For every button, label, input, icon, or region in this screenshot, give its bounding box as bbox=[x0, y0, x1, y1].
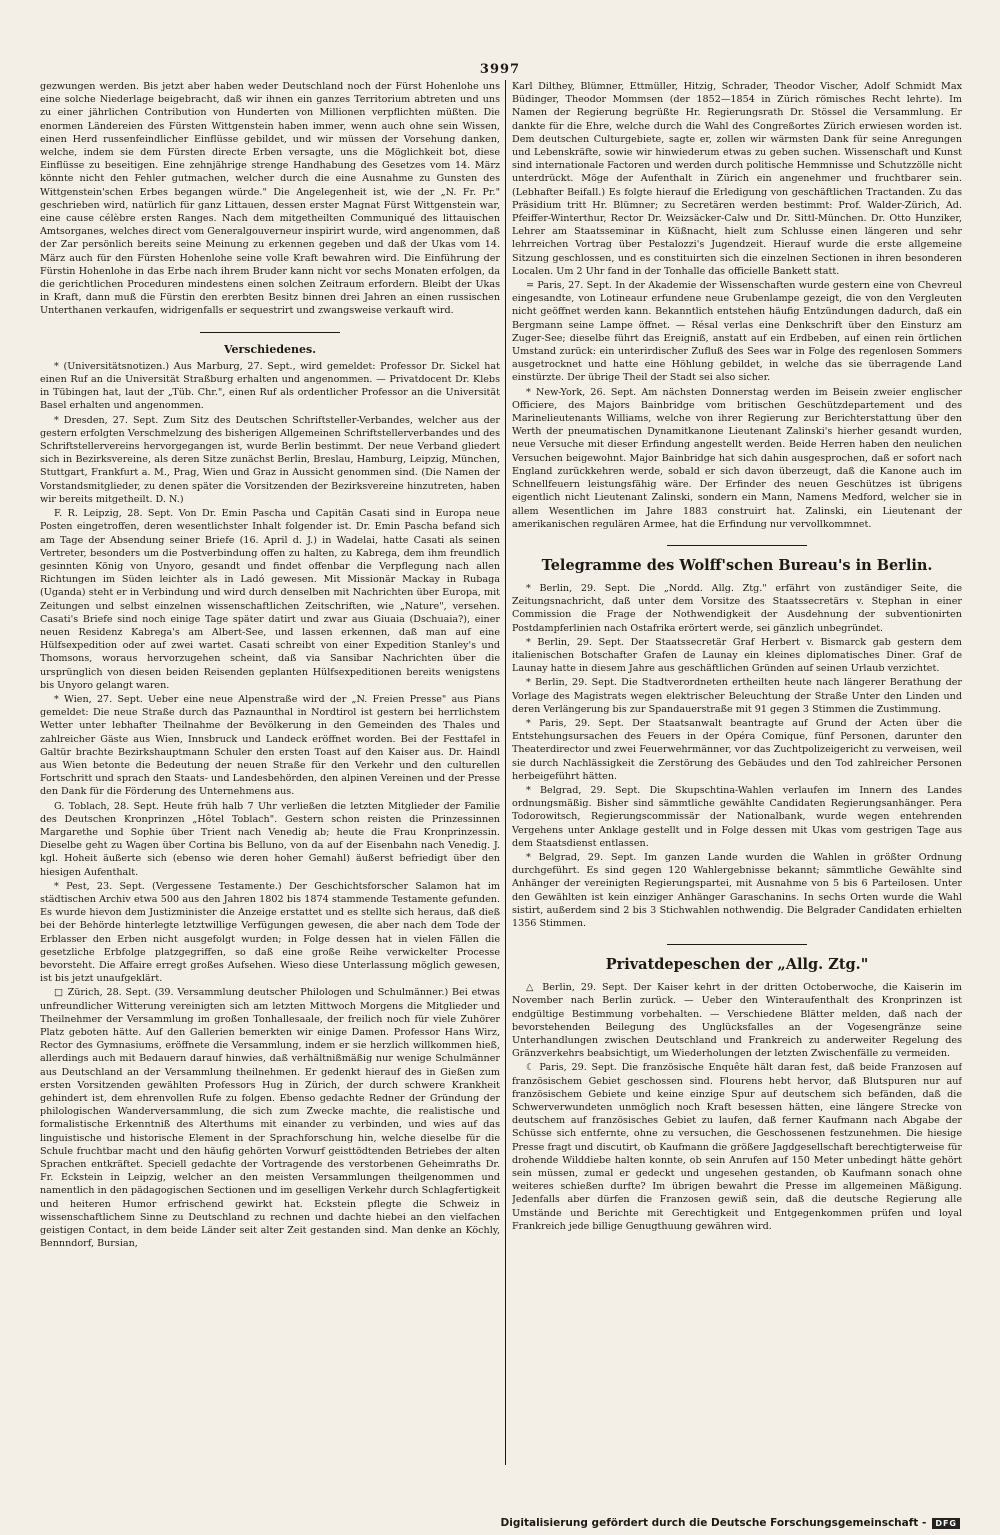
section-rule bbox=[667, 545, 807, 546]
footer bbox=[501, 1517, 960, 1529]
telegram-item: * Berlin, 29. Sept. Der Staatssecretär Graf Herbert v. Bismarck gab gestern dem italienischen Botschafter Grafen de Launay ein kleines diplomatisches Diner. Graf de Launay hatte in diesem Jahre aus geschäftlichen Gründen auf seinen Urlaub verzichtet. bbox=[512, 636, 962, 675]
dfg-logo: DFG bbox=[932, 1518, 960, 1529]
section-rule bbox=[200, 332, 340, 333]
section-heading-telegramme: Telegramme des Wolff'schen Bureau's in Berlin. bbox=[541, 556, 933, 574]
news-item: * Wien, 27. Sept. Ueber eine neue Alpenstraße wird der „N. Freien Presse" aus Pians gemeldet: Die neue Straße durch das Paznaunthal in Nordtirol ist gestern bei herrlichstem Wetter unter lebhafter Theilnahme der Bevölkerung in den Gemeinden des Thales und zahlreicher Gäste aus Wien, Innsbruck und Landeck eröffnet worden. Bei der Festtafel in Galtür brachte Bezirkshauptmann Schuler den ersten Toast auf den Kaiser aus. Dr. Haindl aus Wien betonte die Bedeutung der neuen Straße für den Verkehr und den culturellen Fortschritt und sprach den Staats- und Landesbehörden, den alpinen Vereinen und der Presse den Dank für die Förderung des Unternehmens aus. bbox=[40, 693, 500, 798]
dispatch-item: ☾ Paris, 29. Sept. Die französische Enquête hält daran fest, daß beide Franzosen auf französischem Gebiet geschossen sind. Flourens hebt hervor, daß Blutspuren nur auf französischem Gebiete und keine einzige Spur auf deutschem sich befänden, daß die Schwerverwundeten unmöglich noch Kraft besessen hätten, eine längere Strecke von deutschem auf französisches Gebiet zu laufen, daß ferner Kaufmann nach Abgabe der Schüsse sich entfernte, ohne zu versuchen, die Geschossenen festzunehmen. Die hiesige Presse fragt und discutirt, ob Kaufmann die größere Jagdgesellschaft berechtigterweise für drohende Wilddiebe halten konnte, ob sein Anrufen auf 150 Meter unbedingt hätte gehört sein müssen, zumal er gedeckt und ungesehen gestanden, ob Kaufmann sonach ohne weiteres schießen durfte? Im übrigen bewahrt die Presse im allgemeinen Mäßigung. Jedenfalls aber dürfen die Franzosen gewiß sein, daß die deutsche Regierung alle Umstände und Berichte mit Gerechtigkeit und Entgegenkommen prüfen und loyal Frankreich jede billige Genugthuung gewähren wird. bbox=[512, 1062, 962, 1232]
article-paragraph: gezwungen werden. Bis jetzt aber haben weder Deutschland noch der Fürst Hohenlohe uns eine solche Niederlage beigebracht, daß wir ihnen ein ganzes Territorium abtreten und uns zu einer jährlichen Contribution von Hunderten von Millionen verpflichten müßten. Die enormen Ländereien des Fürsten Wittgenstein haben immer, wenn auch ohne sein Wissen, einen Herd russenfeindlicher Einflüsse gebildet, und wir müssen der Vorsehung danken, welche, indem sie dem Fürsten directe Erben versagte, uns die Möglichkeit bot, diese Einflüsse zu beseitigen. Eine zehnjährige strenge Handhabung des Gesetzes vom 14. März könnte nicht den Fehler gutmachen, welcher durch die eine Ausnahme zu Gunsten des Wittgenstein'schen Erbes begangen würde." Die Angelegenheit ist, wie der „N. Fr. Pr." geschrieben wird, natürlich für ganz Littauen, dessen erster Magnat Fürst Wittgenstein war, eine cause célèbre ersten Ranges. Nach dem mitgetheilten Communiqué des littauischen Amtsorganes, welches direct vom Generalgouverneur inspirirt wurde, wird angenommen, daß der Zar persönlich bereits seine Meinung zu erkennen gegeben und daß der Ukas vom 14. März auch für den Fürsten Hohenlohe seine volle Kraft bewahren wird. Die Einführung der Fürstin Hohenlohe in das Erbe nach ihrem Bruder kann nicht vor sechs Monaten erfolgen, da die gerichtlichen Proceduren mindestens einen solchen Zeitraum erfordern. Bleibt der Ukas in Kraft, dann muß die Fürstin den ererbten Besitz binnen drei Jahren an einen russischen Unterthanen verkaufen, widrigenfalls er sequestrirt und zwangsweise verkauft wird. bbox=[40, 81, 500, 317]
telegram-item: * Berlin, 29. Sept. Die „Nordd. Allg. Ztg." erfährt von zuständiger Seite, die Zeitungsnachricht, daß unter dem Vorsitze des Staatssecretärs v. Stephan in einer Commission die Frage der Nothwendigkeit der Ausdehnung der subventionirten Postdampferlinien nach Ostafrika erörtert werde, sei gänzlich unbegründet. bbox=[512, 582, 962, 634]
news-item: □ Zürich, 28. Sept. (39. Versammlung deutscher Philologen und Schulmänner.) Bei etwas unfreundlicher Witterung vereinigten sich am letzten Mittwoch Morgens die Mitglieder und Theilnehmer der Versammlung im großen Tonhallesaale, der freilich noch für viele Zuhörer Platz geboten hätte. Auf den Gallerien bemerkten wir einige Damen. Professor Hans Wirz, Rector des Gymnasiums, eröffnete die Versammlung, indem er sie herzlich willkommen hieß, allerdings auch mit Bedauern darauf hinwies, daß verhältnißmäßig nur wenige Schulmänner aus Deutschland an der Versammlung theilnehmen. Er gedenkt hierauf des in Gießen zum ersten Vorsitzenden gewählten Professors Hug in Zürich, der durch schwere Krankheit gehindert ist, dem ehrenvollen Rufe zu folgen. Ebenso gedachte Redner der Gründung der philologischen Wanderversammlung, die sich zum Zwecke machte, die realistische und formalistische Erkenntniß des Alterthums mit einander zu verbinden, und wies auf das linguistische und historische Element in der Sprachforschung hin, welche dieselbe für die Schule fruchtbar macht und den häufig gehörten Vorwurf geisttödtenden Betriebes der alten Sprachen entkräftet. Speciell gedachte der Vortragende des verstorbenen Geheimraths Dr. Fr. Eckstein in Leipzig, welcher an den meisten Versammlungen theilgenommen und namentlich in den pädagogischen Sectionen und im geselligen Verkehr durch Schlagfertigkeit und heiteren Humor erfrischend gewirkt hat. Eckstein pflegte die Schweiz in wissenschaftlichem Sinne zu Deutschland zu rechnen und dachte hiebei an den vielfachen geistigen Contact, in dem beide Länder seit alter Zeit gestanden sind. Man denke an Köchly, Bennndorf, Bursian, bbox=[40, 987, 500, 1250]
news-item: G. Toblach, 28. Sept. Heute früh halb 7 Uhr verließen die letzten Mitglieder der Familie des Deutschen Kronprinzen „Hôtel Toblach". Gestern schon reisten die Prinzessinnen Margarethe und Sophie über Trient nach Venedig ab; heute die Frau Kronprinzessin. Dieselbe geht zu Wagen über Cortina bis Belluno, von da auf der Eisenbahn nach Venedig. J. kgl. Hoheit äußerte sich (ebenso wie deren hoher Gemahl) äußerst befriedigt über den hiesigen Aufenthalt. bbox=[40, 800, 500, 878]
news-item: * New-York, 26. Sept. Am nächsten Donnerstag werden im Beisein zweier englischer Officiere, des Majors Bainbridge vom britischen Geschützdepartement und des Marinelieutenants Williams, welche von ihrer Regierung zur Berichterstattung über den Werth der pneumatischen Dynamitkanone Lieutenant Zalinski's hierher gesandt wurden, neue Versuche mit dieser Erfindung angestellt werden. Beide Herren haben den neulichen Versuchen beigewohnt. Major Bainbridge hat sich dahin ausgesprochen, daß er sofort nach England zurückkehren werde, sobald er sich davon überzeugt, daß die Kanone auch im Schnellfeuern leistungsfähig wäre. Der Erfinder des neuen Geschützes ist übrigens eigentlich nicht Lieutenant Zalinski, sondern ein Mann, Namens Medford, welcher sie in allem Wesentlichen im Jahre 1883 construirt hat. Zalinski, ein Lieutenant der amerikanischen regulären Armee, hat die Erfindung nur vervollkommnet. bbox=[512, 386, 962, 530]
news-item: * (Universitätsnotizen.) Aus Marburg, 27. Sept., wird gemeldet: Professor Dr. Sickel hat einen Ruf an die Universität Straßburg erhalten und angenommen. — Privatdocent Dr. Klebs in Tübingen hat, laut der „Tüb. Chr.", einen Ruf als ordentlicher Professor an die Universität Basel erhalten und angenommen. bbox=[40, 360, 500, 412]
news-item: * Pest, 23. Sept. (Vergessene Testamente.) Der Geschichtsforscher Salamon hat im städtischen Archiv etwa 500 aus den Jahren 1802 bis 1874 stammende Testamente gefunden. Es wurde hievon dem Justizminister die Anzeige erstattet und es stellte sich heraus, daß dieß bei der Behörde hinterlegte letztwillige Verfügungen gewesen, die aber nach dem Tode der Erblasser den Erben nicht ausgefolgt wurden; in Folge dessen hat in vielen Fällen die gesetzliche Erbfolge platzgegriffen, so daß eine große Reihe verwickelter Processe bevorsteht. Die Affaire erregt großes Aufsehen. Wieso diese Unterlassung möglich gewesen, ist bis jetzt unaufgeklärt. bbox=[40, 880, 500, 985]
article-paragraph: Karl Dilthey, Blümner, Ettmüller, Hitzig, Schrader, Theodor Vischer, Adolf Schmidt Max Büdinger, Theodor Mommsen (der 1852—1854 in Zürich römisches Recht lehrte). Im Namen der Regierung begrüßte Hr. Regierungsrath Dr. Stössel die Versammlung. Er dankte für die Ehre, welche durch die Wahl des Congreßortes Zürich erwiesen worden ist. Dem deutschen Culturgebiete, sagte er, zollen wir wärmsten Dank für seine Anregungen und Lebenskräfte, sowie wir hinwiederum etwas zu geben suchen. Wissenschaft und Kunst sind internationale Factoren und werden durch politische Hemmnisse und Schutzzölle nicht unterdrückt. Möge der Aufenthalt in Zürich ein angenehmer und fruchtbarer sein. (Lebhafter Beifall.) Es folgte hierauf die Erledigung von geschäftlichen Tractanden. Zu das Präsidium tritt Hr. Blümner; zu Secretären werden bestimmt: Prof. Walder-Zürich, Ad. Pfeiffer-Winterthur, Rector Dr. Weizsäcker-Calw und Dr. Sittl-München. Dr. Otto Hunziker, Lehrer am Staatsseminar in Küßnacht, hielt zum Schlusse einen längeren und sehr lehrreichen Vortrag über Pestalozzi's Jugendzeit. Hierauf wurde die erste allgemeine Sitzung geschlossen, und es constituirten sich die einzelnen Sectionen in ihren besonderen Localen. Um 2 Uhr fand in der Tonhalle das officielle Bankett statt. bbox=[512, 81, 962, 277]
section-rule bbox=[667, 944, 807, 945]
right-column bbox=[512, 80, 962, 1470]
footer-text: Digitalisierung gefördert durch die Deutsche Forschungsgemeinschaft - bbox=[500, 1517, 927, 1529]
news-item: F. R. Leipzig, 28. Sept. Von Dr. Emin Pascha und Capitän Casati sind in Europa neue Posten eingetroffen, deren wesentlichster Inhalt folgender ist. Dr. Emin Pascha befand sich am Tage der Absendung seiner Briefe (16. April d. J.) in Wadelai, hatte Casati als seinen Vertreter, besonders um die Postverbindung offen zu halten, zu Kabrega, dem ihm freundlich gesinnten König von Unyoro, gesandt und findet offenbar die Verpflegung nach allen Richtungen im Süden leichter als in Ladó gewesen. Mit Missionär Mackay in Rubaga (Uganda) steht er in Verbindung und wird durch denselben mit Nachrichten über Europa, mit Zeitungen und selbst einzelnen wissenschaftlichen Zeitschriften, wie „Nature", versehen. Casati's Briefe sind noch einige Tage später datirt und zwar aus Giuaia (Dschuaia?), einer neuen Residenz Kabrega's am Albert-See, und lassen erkennen, daß man auf eine Hülfsexpedition oder auf zwei wartet. Casati schreibt von einer Expedition Stanley's und Thomsons, woraus hervorzugehen scheint, daß via Sansibar Nachrichten über die ursprünglich von diesen beiden Reisenden geplanten Hülfsexpeditionen bereits wenigstens bis Unyoro gelangt waren. bbox=[40, 508, 500, 691]
column-rule bbox=[505, 80, 506, 1465]
telegram-item: * Belgrad, 29. Sept. Die Skupschtina-Wahlen verlaufen im Innern des Landes ordnungsmäßig. Bisher sind sämmtliche gewählte Candidaten Regierungsanhänger. Pera Todorowitsch, Regierungscommissär der Nationalbank, wurde wegen entehrenden Vergehens unter Anklage gestellt und in Folge dessen mit Ukas vom gestrigen Tage aus dem Staatsdienst entlassen. bbox=[512, 784, 962, 849]
section-heading-privatdepeschen: Privatdepeschen der „Allg. Ztg." bbox=[605, 956, 869, 974]
telegram-item: * Belgrad, 29. Sept. Im ganzen Lande wurden die Wahlen in größter Ordnung durchgeführt. Es sind gegen 120 Wahlergebnisse bekannt; sämmtliche Gewählte sind Anhänger der vereinigten Regierungspartei, mit Ausnahme von 5 bis 6 Parteilosen. Unter den Gewählten ist kein einziger Anhänger Garaschanins. In sechs Orten wurde die Wahl sistirt, außerdem sind 2 bis 3 Stichwahlen nothwendig. Die Belgrader Candidaten erhielten 1356 Stimmen. bbox=[512, 851, 962, 929]
telegram-item: * Paris, 29. Sept. Der Staatsanwalt beantragte auf Grund der Acten über die Entstehungsursachen des Feuers in der Opéra Comique, fünf Personen, darunter den Theaterdirector und zwei Feuerwehrmänner, vor das Zuchtpolizeigericht zu verweisen, weil sie durch Nachlässigkeit die Zerstörung des Gebäudes und den Tod zahlreicher Personen herbeigeführt hätten. bbox=[512, 717, 962, 782]
news-item: * Dresden, 27. Sept. Zum Sitz des Deutschen Schriftsteller-Verbandes, welcher aus der gestern erfolgten Verschmelzung des bisherigen Allgemeinen Schriftstellerverbandes und des Schriftstellervereins hervorgegangen ist, wurde Berlin bestimmt. Der neue Verband gliedert sich in Bezirksvereine, als deren Sitze zunächst Berlin, Breslau, Hamburg, Leipzig, München, Stuttgart, Frankfurt a. M., Prag, Wien und Graz in Aussicht genommen sind. (Die Namen der Vorstandsmitglieder, zu denen später die Vorsitzenden der Bezirksvereine hinzutreten, haben wir bereits mitgetheilt. D. N.) bbox=[40, 414, 500, 505]
page-number: 3997 bbox=[479, 62, 521, 77]
news-item: = Paris, 27. Sept. In der Akademie der Wissenschaften wurde gestern eine von Chevreul eingesandte, von Lotineaur erfundene neue Grubenlampe gezeigt, die von den Vergleuten nicht geöffnet werden kann. Bekanntlich entstehen häufig Entzündungen dadurch, daß ein Bergmann seine Lampe öffnet. — Résal verlas eine Denkschrift über den Einsturz am Zuger-See; dieselbe führt das Ereigniß, anstatt auf ein Erdbeben, auf einen rein örtlichen Umstand zurück: ein unterirdischer Zufluß des Sees war in Folge des regenlosen Sommers ausgetrocknet und hatte eine Höhlung gebildet, in welche das sie überragende Land einstürzte. Der übrige Theil der Stadt sei also sicher. bbox=[512, 280, 962, 384]
dispatch-item: △ Berlin, 29. Sept. Der Kaiser kehrt in der dritten Octoberwoche, die Kaiserin im November nach Berlin zurück. — Ueber den Winteraufenthalt des Kronprinzen ist endgültige Bestimmung vorbehalten. — Verschiedene Blätter melden, daß nach der bevorstehenden Beilegung des Unglücksfalles an der Vogesengränze seine Unterhandlungen zwischen Deutschland und Frankreich zu anderweiter Regelung des Gränzverkehrs beabsichtigt, um Wiederholungen der letzten Zwischenfälle zu vermeiden. bbox=[512, 982, 962, 1060]
section-heading-verschiedenes: Verschiedenes. bbox=[223, 342, 317, 356]
left-column bbox=[40, 80, 500, 1470]
telegram-item: * Berlin, 29. Sept. Die Stadtverordneten ertheilten heute nach längerer Berathung der Vorlage des Magistrats wegen elektrischer Beleuchtung der Straße Unter den Linden und deren Verlängerung bis zur Spandauerstraße mit 91 gegen 3 Stimmen die Zustimmung. bbox=[512, 677, 962, 715]
